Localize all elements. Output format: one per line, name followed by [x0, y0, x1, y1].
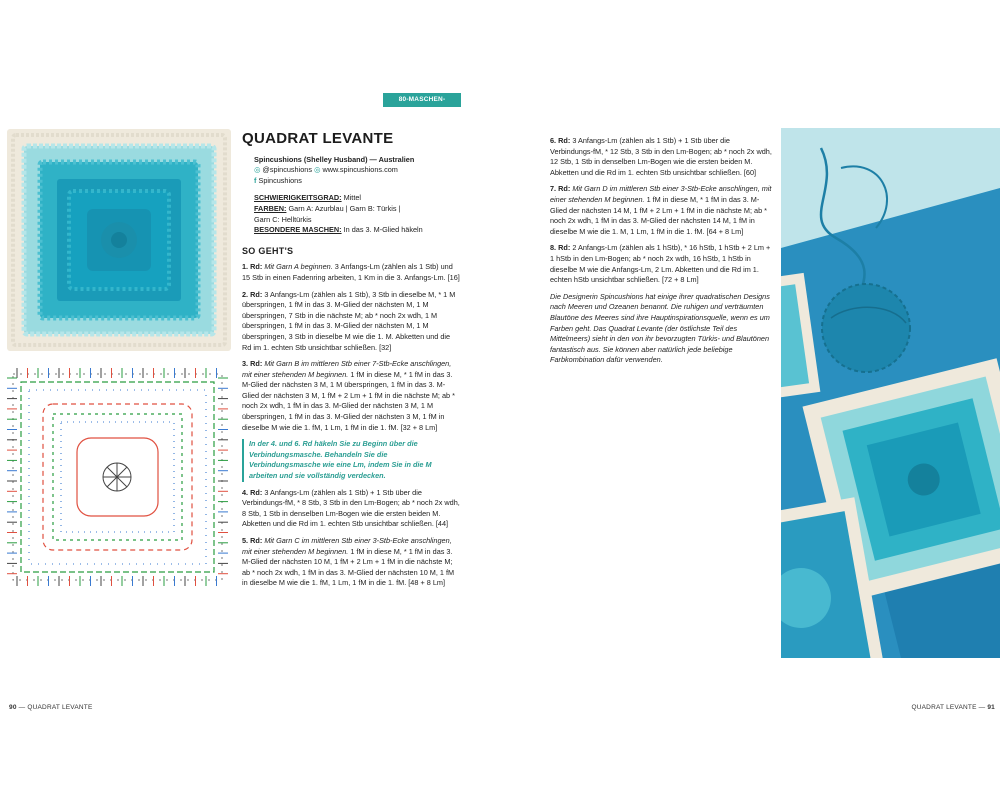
round-1: 1. Rd: Mit Garn A beginnen. 3 Anfangs-Lm (zählen als 1 Stb) und 15 Stb in einen Fadenring arbeiten, 1 Km in die 3. Anfangs-Lm. [16] — [242, 262, 460, 282]
special-label: BESONDERE MASCHEN: — [254, 225, 342, 235]
instructions-column-1 — [242, 130, 460, 595]
footer-left-title: — QUADRAT LEVANTE — [18, 704, 93, 711]
yarn-and-squares-photo — [781, 128, 1000, 658]
round-4: 4. Rd: 3 Anfangs-Lm (zählen als 1 Stb) + 1 Stb über die Verbindungs-fM, * 8 Stb, 3 Stb in den Lm-Bogen; ab * noch 2x wdh, 8 Stb, 1 Stb in denselben Lm-Bogen wie die ersten beiden M. Abketten und die Rd im 1. echten Stb unsichtbar schließen. [44] — [242, 487, 460, 529]
round-5: 5. Rd: Mit Garn C im mittleren Stb einer 3-Stb-Ecke anschlingen, mit einer stehenden M beginnen. 1 fM in diese M, * 1 fM in das 3. M-Glied der nächsten 10 M, 1 fM + 2 Lm + 1 fM in die nächste M; ab * noch 2x wdh, 1 fM in das 3. M-Glied der nächsten 10 M, 1 fM in dieselbe M wie die 1. fM, 1 Lm, 1 fM in die 1. fM. [48 + 8 Lm] — [242, 536, 455, 588]
footer-right — [912, 704, 996, 711]
round-2: 2. Rd: 3 Anfangs-Lm (zählen als 1 Stb), 3 Stb in dieselbe M, * 1 M überspringen, 1 fM in das 3. M-Glied der nächsten M, 1 M überspringen, 7 Stb in die nächste M; ab * noch 2x wdh, 1 M überspringen, 1 fM in das 3. M-Glied der nächsten M, 1 M überspringen, 3 Stb in dieselbe M wie die 1. M. Abketten und die Rd im 1. echten Stb unsichtbar schließen. [32] — [242, 289, 456, 352]
facebook-line — [254, 176, 460, 187]
hint-note: In der 4. und 6. Rd häkeln Sie zu Beginn über die Verbindungsmasche. Behandeln Sie die Verbindungsmasche wie eine Lm, indem Sie in die M arbeiten und sie vollständig verdecken. — [242, 439, 460, 481]
round-7: 7. Rd: Mit Garn D im mittleren Stb einer 3-Stb-Ecke anschlingen, mit einer stehenden M beginnen. 1 fM in diese M, * 1 fM in das 3. M-Glied der nächsten 14 M, 1 fM + 2 Lm + 1 fM in die nächste M; ab * noch 2x wdh, 1 fM in das 3. M-Glied der nächsten 14 M, 1 fM in dieselbe M wie die 1. M, 1 Lm, 1 fM in die 1. fM. [64 + 8 Lm] — [550, 184, 772, 236]
instagram-handle: @spincushions — [262, 165, 312, 175]
crochet-chart — [5, 366, 230, 588]
howto-heading: SO GEHT'S — [242, 245, 294, 256]
social-line — [254, 165, 460, 176]
designer-name: Spincushions (Shelley Husband) — Australien — [254, 154, 415, 164]
round-8: 8. Rd: 2 Anfangs-Lm (zählen als 1 hStb), * 16 hStb, 1 hStb + 2 Lm + 1 hStb in den Lm-Bogen; ab * noch 2x wdh, 16 hStb, 1 hStb in dieselbe M wie die Anfangs-Lm, 2 Lm. Abketten und die Rd im 1. echten hStb unsichtbar schließen. [72 + 8 Lm] — [550, 243, 771, 285]
facebook-handle: Spincushions — [258, 175, 302, 185]
colors-value-2: Garn C: Helltürkis — [254, 214, 312, 224]
difficulty-label: SCHWIERIGKEITSGRAD: — [254, 193, 342, 203]
instructions-column-2 — [550, 136, 772, 372]
website-link: www.spincushions.com — [322, 165, 398, 175]
web-icon: ◎ — [314, 165, 321, 175]
round-6: 6. Rd: 3 Anfangs-Lm (zählen als 1 Stb) + 1 Stb über die Verbindungs-fM, * 12 Stb, 3 Stb in den Lm-Bogen; ab * noch 2x wdh, 12 Stb, 1 Stb in denselben Lm-Bogen wie die ersten beiden M. Abketten und die Rd im 1. echten Stb unsichtbar schließen. [60] — [550, 136, 772, 177]
difficulty-value: Mittel — [343, 193, 362, 203]
footer-left — [9, 704, 93, 711]
section-tag: 80-MASCHEN-QUADRAT — [383, 93, 461, 107]
instagram-icon: ◎ — [254, 165, 261, 175]
round-3: 3. Rd: Mit Garn B im mittleren Stb einer 7-Stb-Ecke anschlingen, mit einer stehenden M beginnen. 1 fM in diese M, * 1 fM in das 3. M-Glied der nächsten 3 M, 1 M überspringen, 1 fM in das 3. M-Glied der nächsten 3 M, 1 fM + 2 Lm + 1 fM in die nächste M; ab * noch 2x wdh, 1 fM in das 3. M-Glied der nächsten 3 M, 1 M überspringen, 1 fM in das 3. M-Glied der nächsten 3 M, 1 fM in dieselbe M wie die 1. fM, 1 Lm, 1 fM in die 1. fM. [32 + 8 Lm] — [242, 359, 455, 432]
closing-paragraph: Die Designerin Spincushions hat einige ihrer quadratischen Designs nach Meeren und Ozeanen benannt. Die ruhigen und verträumten Blautöne des Meeres sind ihre Hauptinspirationsquelle, wenn es um Farben geht. Das Quadrat Levante (der östlichste Teil des Mittelmeers) sieht in den von ihr bevorzugten Türkis- und Blautönen fantastisch aus. Sie können aber natürlich jede beliebige Farbkombination dafür verwenden. — [550, 291, 770, 365]
facebook-icon: f — [254, 175, 257, 185]
special-value: In das 3. M-Glied häkeln — [343, 225, 423, 235]
page-title: QUADRAT LEVANTE — [242, 130, 394, 147]
crochet-square-photo — [7, 129, 231, 351]
footer-right-title: QUADRAT LEVANTE — — [911, 704, 986, 711]
colors-label: FARBEN: — [254, 203, 287, 213]
page-number-right: 91 — [987, 704, 995, 711]
pattern-meta — [254, 193, 460, 235]
colors-value: Garn A: Azurblau | Garn B: Türkis | — [288, 203, 401, 213]
page-number-left: 90 — [9, 704, 17, 711]
